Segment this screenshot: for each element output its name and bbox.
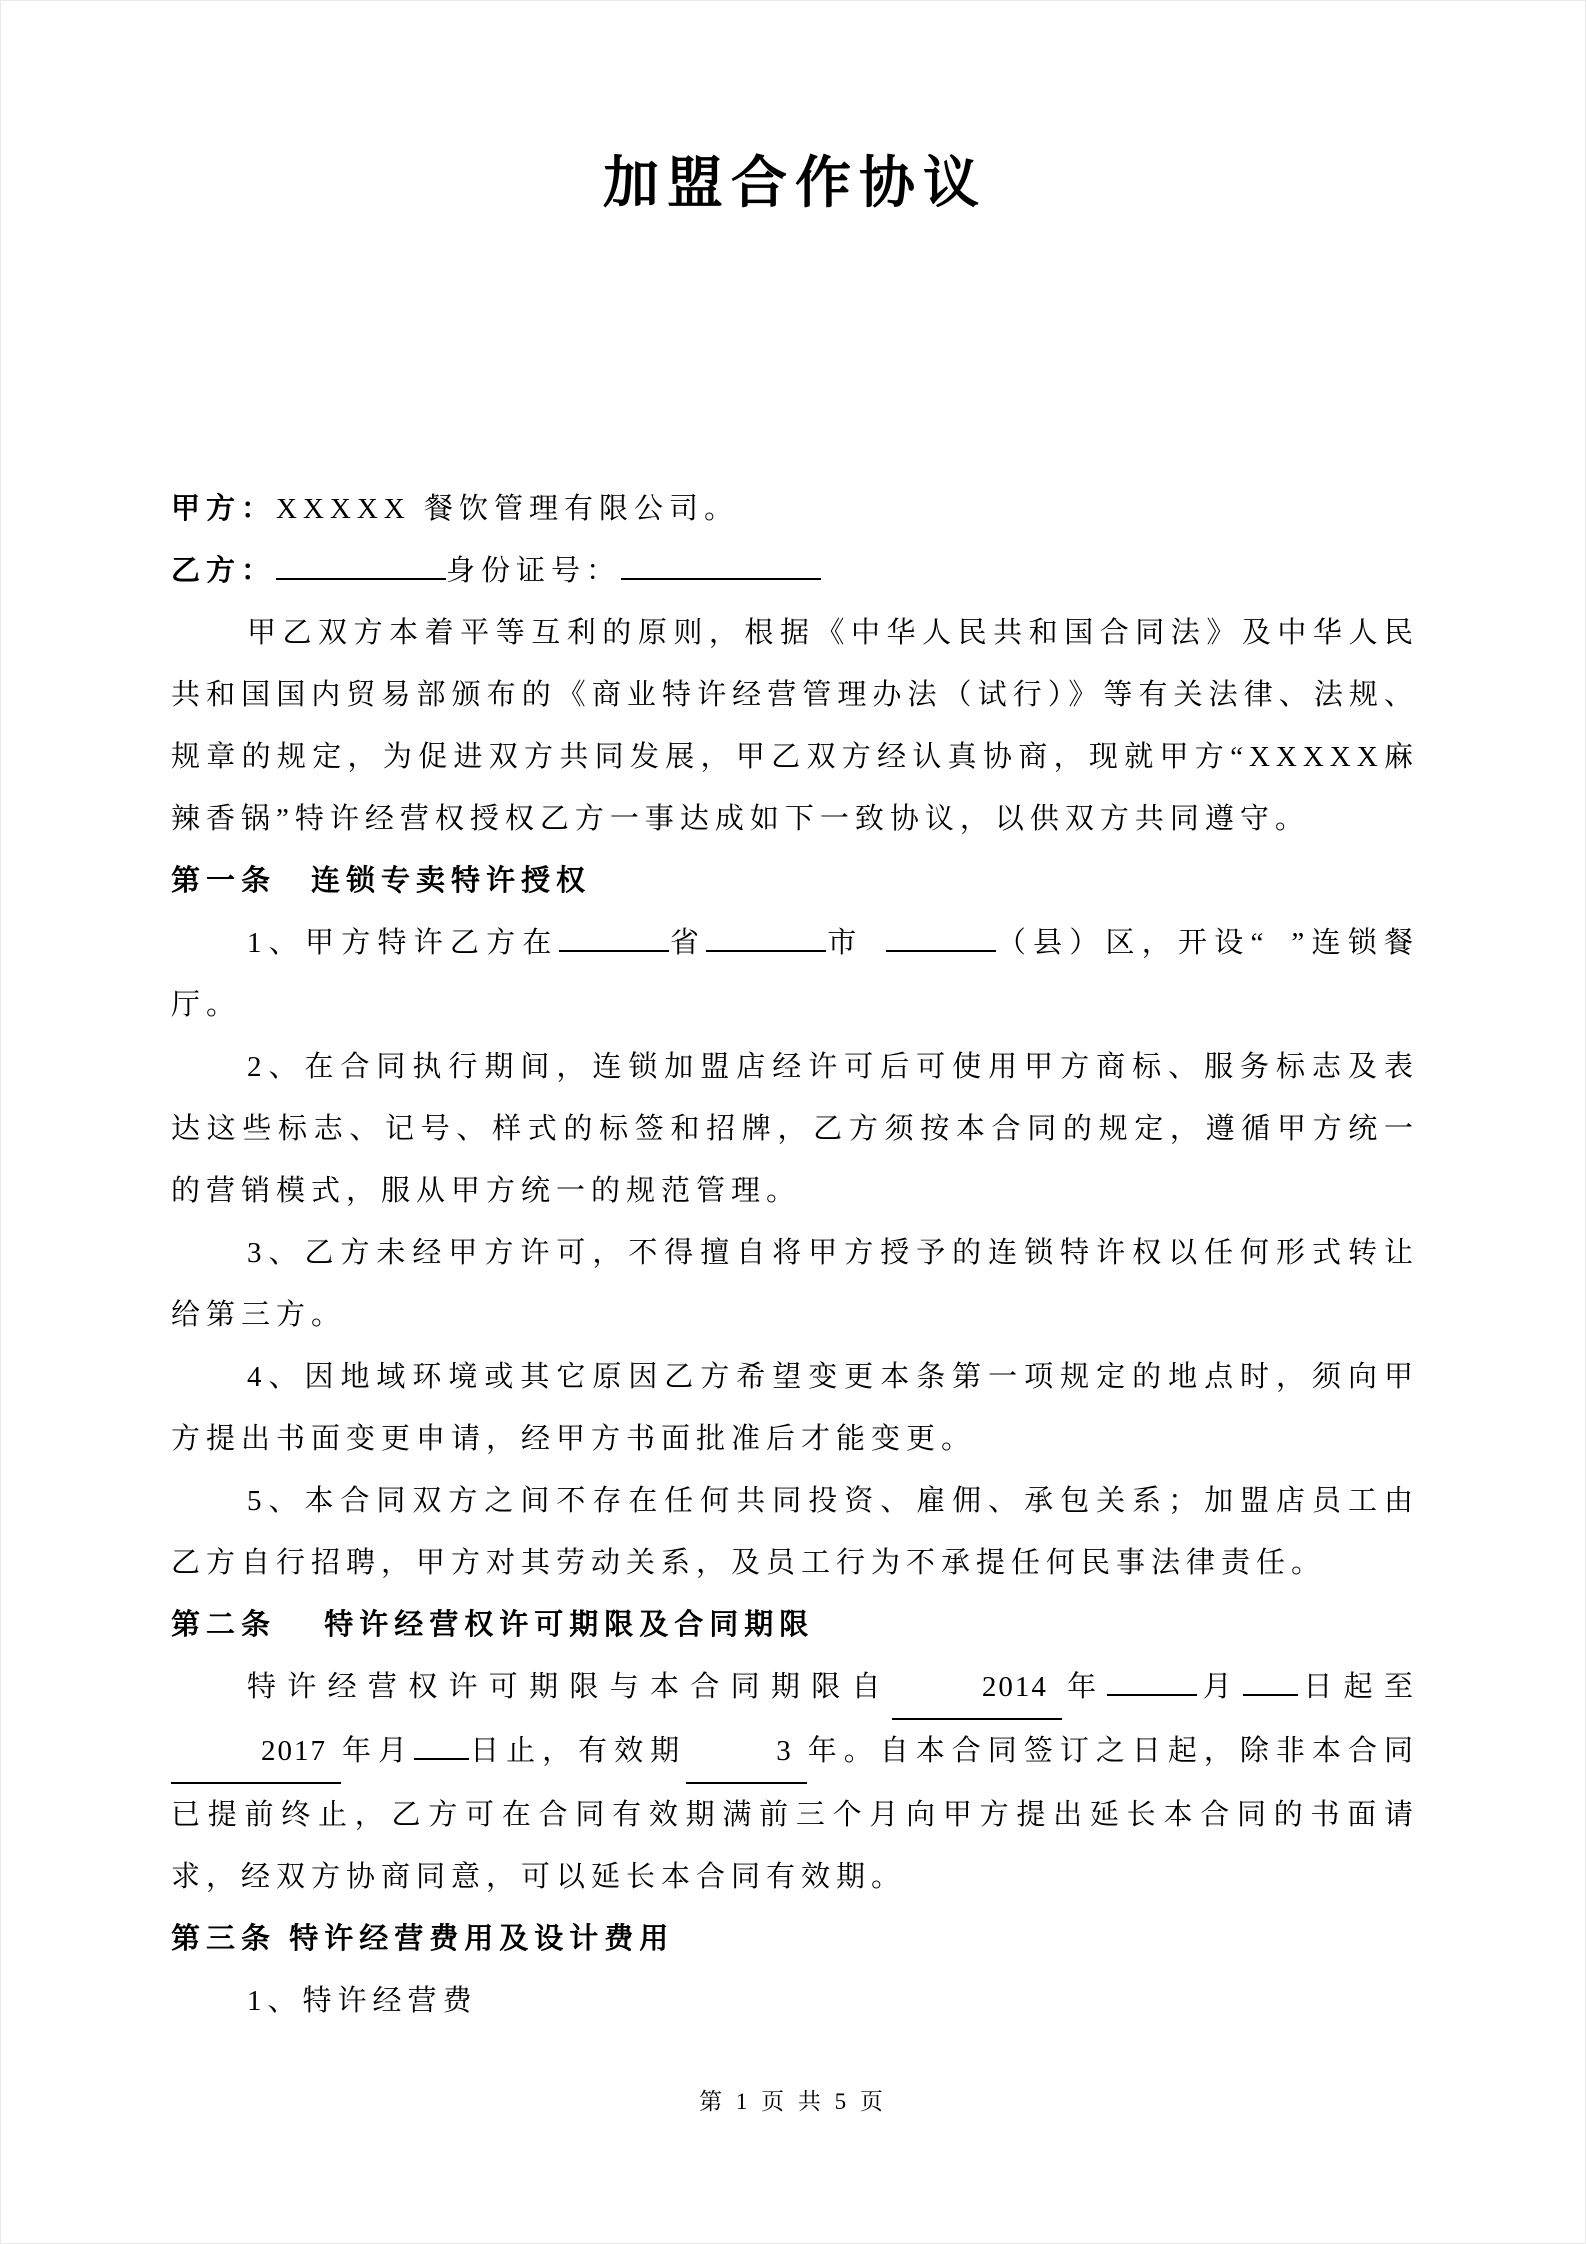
term-text-7: 日止，有效期 xyxy=(469,1735,687,1768)
party-a-label: 甲方： xyxy=(171,493,277,526)
term-text-3: 月 xyxy=(1197,1671,1244,1704)
item-1-text-2: 省 xyxy=(668,927,707,960)
article-1-item-4: 4、因地域环境或其它原因乙方希望变更本条第一项规定的地点时，须向甲方提出书面变更申请，经甲方书面批准后才能变更。 xyxy=(171,1361,1419,1456)
article-3-heading: 第三条 特许经营费用及设计费用 xyxy=(171,1923,675,1956)
party-a-line xyxy=(171,478,1419,540)
article-1-item-2: 2、在合同执行期间，连锁加盟店经许可后可使用甲方商标、服务标志及表达这些标志、记号、样式的标签和招牌，乙方须按本合同的规定，遵循甲方统一的营销模式，服从甲方统一的规范管理。 xyxy=(171,1051,1419,1208)
end-day-blank xyxy=(414,1734,469,1760)
start-year-value: 2014 xyxy=(892,1656,1062,1720)
term-text-8: 年。自本合同签订之日起，除非本合同已提前终止，乙方可在合同有效期满前三个月向甲方提出延长本合同的书面请求，经双方协商同意，可以延长本合同有效期。 xyxy=(171,1735,1419,1894)
party-b-label: 乙方： xyxy=(171,555,277,588)
article-2-heading: 第二条 特许经营权许可期限及合同期限 xyxy=(171,1609,815,1642)
end-year-value: 2017 xyxy=(171,1720,341,1784)
district-blank xyxy=(886,926,996,952)
page-footer: 第 1 页 共 5 页 xyxy=(699,2089,887,2114)
article-3-item-1: 1、特许经营费 xyxy=(247,1985,478,2018)
party-b-id-label: 身份证号： xyxy=(446,555,622,588)
party-a-value: XXXXX 餐饮管理有限公司。 xyxy=(276,493,739,526)
article-1-item-1 xyxy=(171,912,1419,1036)
term-text-6: 月 xyxy=(378,1735,415,1768)
term-text-4: 日起至 xyxy=(1298,1671,1419,1704)
document-body xyxy=(171,478,1419,2032)
party-b-name-blank xyxy=(276,554,446,580)
term-text-2: 年 xyxy=(1061,1671,1108,1704)
party-b-id-blank xyxy=(621,554,821,580)
start-month-blank xyxy=(1107,1670,1197,1696)
article-2-term-paragraph xyxy=(171,1656,1419,1908)
preamble-paragraph: 甲乙双方本着平等互利的原则，根据《中华人民共和国合同法》及中华人民共和国国内贸易部颁布的《商业特许经营管理办法（试行）》等有关法律、法规、规章的规定，为促进双方共同发展，甲乙双方经认真协商，现就甲方“XXXXX麻辣香锅”特许经营权授权乙方一事达成如下一致协议，以供双方共同遵守。 xyxy=(171,617,1419,836)
document-title: 加盟合作协议 xyxy=(603,153,987,215)
start-day-blank xyxy=(1243,1670,1298,1696)
item-1-text-3: 市 xyxy=(826,927,864,960)
article-1-heading: 第一条 连锁专卖特许授权 xyxy=(171,865,592,898)
city-blank xyxy=(706,926,826,952)
province-blank xyxy=(559,926,669,952)
item-1-text-4: （县）区，开设“ xyxy=(995,927,1270,960)
party-b-line xyxy=(171,540,1419,602)
term-text-1: 特许经营权许可期限与本合同期限自 xyxy=(247,1671,892,1704)
term-text-5: 年 xyxy=(341,1735,379,1768)
item-1-text-1: 1、甲方特许乙方在 xyxy=(247,927,559,960)
article-1-item-5: 5、本合同双方之间不存在任何共同投资、雇佣、承包关系；加盟店员工由乙方自行招聘，甲方对其劳动关系，及员工行为不承提任何民事法律责任。 xyxy=(171,1485,1419,1580)
term-years-value: 3 xyxy=(686,1720,807,1784)
article-1-item-3: 3、乙方未经甲方许可，不得擅自将甲方授予的连锁特许权以任何形式转让给第三方。 xyxy=(171,1237,1419,1332)
item-1-text-5: ”连锁餐厅。 xyxy=(171,927,1419,1022)
